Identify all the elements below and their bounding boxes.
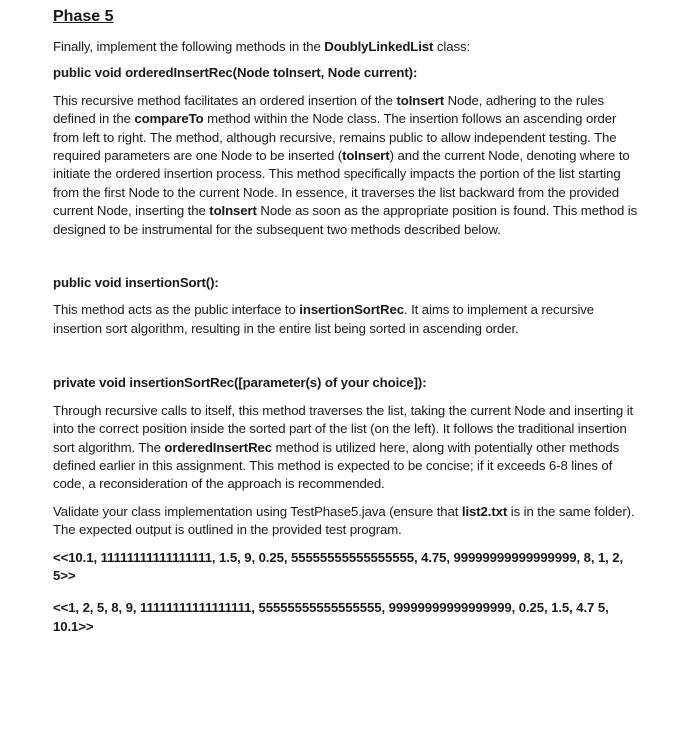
method-signature-insertion-sort-rec: private void insertionSortRec([parameter(s) of your choice]):	[53, 375, 427, 391]
text-run: ) and the current Node, denoting where to initiate the ordered insertion process. This method specifically impacts the portion of the list starting from the first Node to the current Node. In essence, it traverses the list backward from the provided current Node, inserting the	[53, 148, 630, 219]
method-description-ordered-insert-rec	[53, 92, 643, 239]
text-run: Validate your class implementation using TestPhase5.java (ensure that	[53, 503, 462, 519]
text-run: This method acts as the public interface to	[53, 302, 300, 318]
intro-paragraph	[53, 38, 643, 56]
text-run: Node as soon as the appropriate position is found. This method is designed to be instrumental for the subsequent two methods described below.	[53, 203, 638, 237]
text-run: . It aims to implement a recursive insertion sort algorithm, resulting in the entire list being sorted in ascending order.	[53, 302, 595, 336]
text-run: This recursive method facilitates an ordered insertion of the	[53, 92, 397, 108]
bold-term: insertionSortRec	[299, 302, 404, 318]
method-description-insertion-sort-rec	[53, 402, 643, 494]
text-run: Through recursive calls to itself, this method traverses the list, taking the current Node and inserting it into the correct position inside the sorted part of the list (on the left). It follows the traditional insertion sort algorithm. The	[53, 402, 634, 455]
text-run: method within the Node class. The insertion follows an ascending order from left to right. The method, although recursive, remains public to allow independent testing. The required parameters are one Node to be inserted (	[53, 111, 617, 164]
intro-text-after: class:	[433, 39, 471, 54]
text-run: method is utilized here, along with potentially other methods defined earlier in this assignment. This method is expected to be concise; if it exceeds 6-8 lines of code, a reconsideration of the approach is recommended.	[53, 439, 620, 492]
validation-paragraph	[53, 503, 643, 540]
bold-term: toInsert	[396, 92, 445, 108]
method-signature-ordered-insert-rec: public void orderedInsertRec(Node toInsert, Node current):	[53, 65, 418, 81]
intro-class-name: DoublyLinkedList	[324, 39, 434, 54]
bold-term: compareTo	[134, 111, 204, 127]
bold-term: orderedInsertRec	[164, 439, 272, 455]
bold-term: list2.txt	[461, 503, 508, 519]
bold-term: toInsert	[342, 148, 390, 164]
intro-text-before: Finally, implement the following methods in the	[53, 39, 325, 54]
expected-output-unsorted: <<10.1, 11111111111111111, 1.5, 9, 0.25, 55555555555555555, 4.75, 99999999999999999, 8, 1, 2, 5>>	[53, 549, 624, 583]
expected-output-sorted: <<1, 2, 5, 8, 9, 11111111111111111, 55555555555555555, 99999999999999999, 0.25, 1.5, 4.7 5, 10.1>>	[53, 600, 609, 634]
text-run: is in the same folder). The expected output is outlined in the provided test program.	[53, 503, 635, 538]
bold-term: toInsert	[209, 203, 257, 219]
document-page	[53, 6, 643, 636]
method-signature-insertion-sort: public void insertionSort():	[53, 275, 219, 291]
phase-heading: Phase 5	[53, 8, 114, 25]
method-description-insertion-sort	[53, 301, 643, 338]
text-run: Node, adhering to the rules defined in the	[53, 92, 604, 127]
